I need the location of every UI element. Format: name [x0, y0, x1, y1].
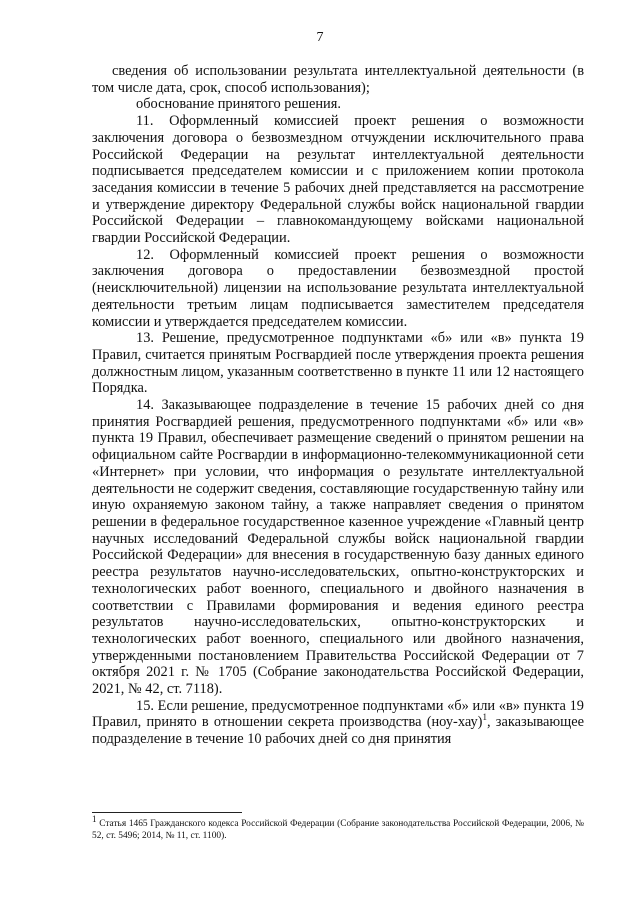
footnote	[92, 813, 584, 842]
paragraph-14: 14. Заказывающее подразделение в течение 15 рабочих дней со дня принятия Росгвардией решения, предусмотренного подпунктами «б» или «в» пункта 19 Правил, обеспечивает размещение сведений о принятом решении на официальном сайте Росгвардии в информационно-телекоммуникационной сети «Интернет» при условии, что информация о результате интеллектуальной деятельности не содержит сведения, составляющие государственную тайну или иную охраняемую законом тайну, а также направляет сведения о принятом решении в федеральное государственное казенное учреждение «Главный центр научных исследований Федеральной службы войск национальной гвардии Российской Федерации» для внесения в государственную базу данных единого реестра результатов научно-исследовательских, опытно-конструкторских и технологических работ военного, специального и двойного назначения в соответствии с Правилами формирования и ведения единого реестра результатов научно-исследовательских, опытно-конструкторских и технологических работ военного, специального или двойного назначения, утвержденными постановлением Правительства Российской Федерации от 7 октября 2021 г. № 1705 (Собрание законодательства Российской Федерации, 2021, № 42, ст. 7118).	[92, 397, 584, 698]
paragraph-15: 15. Если решение, предусмотренное подпунктами «б» или «в» пункта 19 Правил, принято в отношении секрета производства $(ноу-хау)^1$, заказывающее подразделение в течение 10 рабочих дней со дня принятия	[92, 697, 584, 748]
paragraph-decision-rationale: обоснование принятого решения.	[136, 96, 341, 113]
paragraph-12: 12. Оформленный комиссией проект решения о возможности заключения договора о предоставлении безвозмездной простой (неисключительной) лицензии на использование результата интеллектуальной деятельности третьим лицам подписывается заместителем председателя комиссии и утверждается председателем комиссии.	[92, 246, 584, 330]
paragraph-13: 13. Решение, предусмотренное подпунктами «б» или «в» пункта 19 Правил, считается принятым Росгвардией после утверждения проекта решения должностным лицом, указанным соответственно в пункте 11 или 12 настоящего Порядка.	[92, 330, 584, 397]
footnote-text: Статья 1465 Гражданского кодекса Российской Федерации (Собрание законодательства Российской Федерации, 2006, № 52, ст. 5496; 2014, № 11, ст. 1100).	[92, 819, 584, 841]
footnote-reference: 1	[482, 712, 487, 723]
page-number: 7	[316, 30, 324, 45]
document-body	[92, 63, 584, 748]
paragraph-continuation: сведения об использовании результата интеллектуальной деятельности (в том числе дата, срок, способ использования);	[92, 63, 584, 96]
paragraph-15-text: 15. Если решение, предусмотренное подпунктами «б» или «в» пункта 19 Правил, принято в отношении секрета производства (ноу-хау)	[92, 697, 584, 731]
footnote-marker: 1	[92, 813, 97, 824]
paragraph-11: 11. Оформленный комиссией проект решения о возможности заключения договора о безвозмездном отчуждении исключительного права Российской Федерации на результат интеллектуальной деятельности подписывается председателем комиссии и с приложением копии протокола заседания комиссии в течение 5 рабочих дней представляется на рассмотрение и утверждение директору Федеральной службы войск национальной гвардии Российской Федерации – главнокомандующему войсками национальной гвардии Российской Федерации.	[92, 113, 584, 247]
footnote-divider	[92, 812, 242, 813]
paragraph-15-continuation: заказывающее подразделение в течение 10 рабочих дней со дня принятия	[92, 714, 584, 748]
